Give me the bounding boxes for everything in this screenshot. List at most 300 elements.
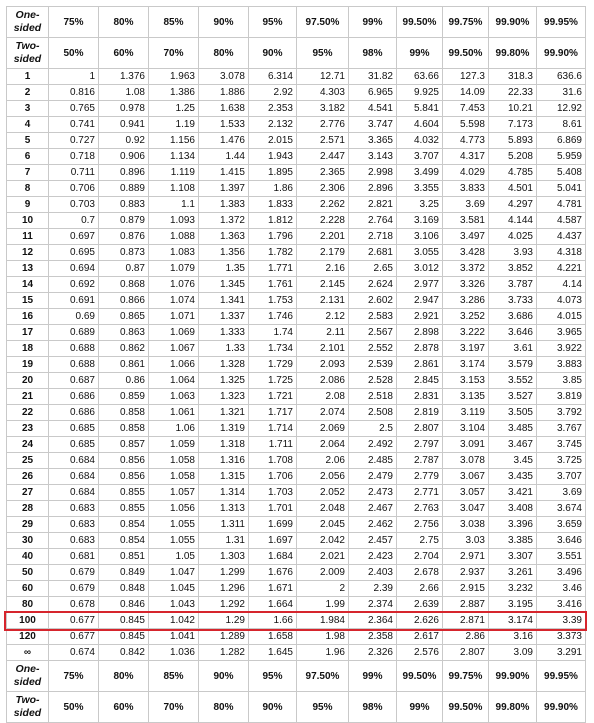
value-cell: 0.691 — [49, 293, 99, 309]
value-cell: 3.527 — [489, 389, 537, 405]
value-cell: 2.704 — [397, 549, 443, 565]
value-cell: 5.959 — [537, 149, 586, 165]
value-cell: 7.173 — [489, 117, 537, 133]
value-cell: 0.851 — [99, 549, 149, 565]
header-percent: 99.50% — [397, 7, 443, 38]
header-two-sided — [7, 38, 586, 69]
value-cell: 1.397 — [199, 181, 249, 197]
value-cell: 3.078 — [199, 69, 249, 85]
value-cell: 3.61 — [489, 341, 537, 357]
value-cell: 3.45 — [489, 453, 537, 469]
value-cell: 2.576 — [397, 645, 443, 661]
value-cell: 0.865 — [99, 309, 149, 325]
value-cell: 2.681 — [349, 245, 397, 261]
value-cell: 3.819 — [537, 389, 586, 405]
value-cell: 3.686 — [489, 309, 537, 325]
value-cell: 2.326 — [349, 645, 397, 661]
header-percent: 60% — [99, 38, 149, 69]
header-percent: 99.95% — [537, 661, 586, 692]
value-cell: 5.893 — [489, 133, 537, 149]
value-cell: 4.785 — [489, 165, 537, 181]
value-cell: 2.86 — [443, 629, 489, 645]
table-row — [7, 325, 586, 341]
value-cell: 0.849 — [99, 565, 149, 581]
value-cell: 3.581 — [443, 213, 489, 229]
value-cell: 0.718 — [49, 149, 99, 165]
header-percent: 97.50% — [297, 661, 349, 692]
value-cell: 0.863 — [99, 325, 149, 341]
value-cell: 1.315 — [199, 469, 249, 485]
table-row — [7, 181, 586, 197]
df-cell: 10 — [7, 213, 49, 229]
value-cell: 0.854 — [99, 533, 149, 549]
value-cell: 1.415 — [199, 165, 249, 181]
value-cell: 2.75 — [397, 533, 443, 549]
table-row — [7, 293, 586, 309]
value-cell: 3.182 — [297, 101, 349, 117]
value-cell: 0.896 — [99, 165, 149, 181]
value-cell: 2.639 — [397, 597, 443, 613]
value-cell: 2.821 — [349, 197, 397, 213]
value-cell: 1.325 — [199, 373, 249, 389]
df-cell: 20 — [7, 373, 49, 389]
value-cell: 0.694 — [49, 261, 99, 277]
value-cell: 3.091 — [443, 437, 489, 453]
value-cell: 2.971 — [443, 549, 489, 565]
df-cell: 60 — [7, 581, 49, 597]
table-row — [7, 645, 586, 661]
value-cell: 1.676 — [249, 565, 297, 581]
df-cell: 6 — [7, 149, 49, 165]
value-cell: 1.043 — [149, 597, 199, 613]
df-cell: 28 — [7, 501, 49, 517]
value-cell: 636.6 — [537, 69, 586, 85]
header-percent: 95% — [249, 7, 297, 38]
value-cell: 1.05 — [149, 549, 199, 565]
df-cell: ∞ — [7, 645, 49, 661]
value-cell: 1.734 — [249, 341, 297, 357]
value-cell: 2.479 — [349, 469, 397, 485]
value-cell: 0.854 — [99, 517, 149, 533]
value-cell: 14.09 — [443, 85, 489, 101]
header-percent: 80% — [199, 692, 249, 723]
header-percent: 95% — [297, 692, 349, 723]
value-cell: 3.355 — [397, 181, 443, 197]
value-cell: 1.753 — [249, 293, 297, 309]
value-cell: 2.921 — [397, 309, 443, 325]
value-cell: 2.508 — [349, 405, 397, 421]
value-cell: 4.303 — [297, 85, 349, 101]
value-cell: 2.08 — [297, 389, 349, 405]
value-cell: 2.937 — [443, 565, 489, 581]
value-cell: 0.857 — [99, 437, 149, 453]
value-cell: 0.683 — [49, 501, 99, 517]
value-cell: 3.787 — [489, 277, 537, 293]
value-cell: 2.101 — [297, 341, 349, 357]
table-row — [7, 453, 586, 469]
table-row — [7, 357, 586, 373]
table-row — [7, 437, 586, 453]
value-cell: 4.317 — [443, 149, 489, 165]
value-cell: 0.688 — [49, 341, 99, 357]
value-cell: 1.292 — [199, 597, 249, 613]
value-cell: 1.076 — [149, 277, 199, 293]
value-cell: 3.552 — [489, 373, 537, 389]
value-cell: 3.497 — [443, 229, 489, 245]
header-percent: 99% — [397, 38, 443, 69]
value-cell: 3.421 — [489, 485, 537, 501]
value-cell: 1.725 — [249, 373, 297, 389]
value-cell: 2.358 — [349, 629, 397, 645]
value-cell: 1.99 — [297, 597, 349, 613]
value-cell: 2.473 — [349, 485, 397, 501]
row-label: One-sided — [7, 661, 49, 692]
value-cell: 0.866 — [99, 293, 149, 309]
value-cell: 3.69 — [537, 485, 586, 501]
value-cell: 3.467 — [489, 437, 537, 453]
df-cell: 8 — [7, 181, 49, 197]
value-cell: 2.678 — [397, 565, 443, 581]
table-row — [7, 69, 586, 85]
value-cell: 1.833 — [249, 197, 297, 213]
value-cell: 1.058 — [149, 453, 199, 469]
value-cell: 3.252 — [443, 309, 489, 325]
value-cell: 4.029 — [443, 165, 489, 181]
header-percent: 99.50% — [443, 692, 489, 723]
df-cell: 2 — [7, 85, 49, 101]
df-cell: 120 — [7, 629, 49, 645]
value-cell: 2.998 — [349, 165, 397, 181]
table-row — [7, 581, 586, 597]
value-cell: 31.6 — [537, 85, 586, 101]
value-cell: 1.33 — [199, 341, 249, 357]
value-cell: 1.345 — [199, 277, 249, 293]
df-cell: 24 — [7, 437, 49, 453]
value-cell: 1.44 — [199, 149, 249, 165]
value-cell: 2 — [297, 581, 349, 597]
value-cell: 3.038 — [443, 517, 489, 533]
value-cell: 0.858 — [99, 405, 149, 421]
value-cell: 0.87 — [99, 261, 149, 277]
value-cell: 1.658 — [249, 629, 297, 645]
value-cell: 1.341 — [199, 293, 249, 309]
value-cell: 3.232 — [489, 581, 537, 597]
df-cell: 27 — [7, 485, 49, 501]
value-cell: 0.855 — [99, 485, 149, 501]
value-cell: 2.145 — [297, 277, 349, 293]
value-cell: 2.353 — [249, 101, 297, 117]
df-cell: 16 — [7, 309, 49, 325]
value-cell: 2.92 — [249, 85, 297, 101]
value-cell: 2.776 — [297, 117, 349, 133]
value-cell: 2.764 — [349, 213, 397, 229]
df-cell: 23 — [7, 421, 49, 437]
value-cell: 2.093 — [297, 357, 349, 373]
table-row — [7, 341, 586, 357]
value-cell: 2.423 — [349, 549, 397, 565]
df-cell: 80 — [7, 597, 49, 613]
value-cell: 2.069 — [297, 421, 349, 437]
df-cell: 26 — [7, 469, 49, 485]
value-cell: 1.29 — [199, 613, 249, 629]
value-cell: 4.773 — [443, 133, 489, 149]
value-cell: 2.567 — [349, 325, 397, 341]
value-cell: 2.052 — [297, 485, 349, 501]
header-percent: 50% — [49, 38, 99, 69]
value-cell: 2.861 — [397, 357, 443, 373]
value-cell: 0.686 — [49, 405, 99, 421]
table-row — [7, 485, 586, 501]
value-cell: 3.69 — [443, 197, 489, 213]
value-cell: 3.047 — [443, 501, 489, 517]
value-cell: 1.533 — [199, 117, 249, 133]
df-cell: 22 — [7, 405, 49, 421]
value-cell: 2.896 — [349, 181, 397, 197]
value-cell: 1.057 — [149, 485, 199, 501]
value-cell: 1.812 — [249, 213, 297, 229]
value-cell: 2.045 — [297, 517, 349, 533]
value-cell: 3.428 — [443, 245, 489, 261]
header-percent: 99.50% — [443, 38, 489, 69]
value-cell: 4.144 — [489, 213, 537, 229]
value-cell: 1.064 — [149, 373, 199, 389]
table-body — [7, 7, 586, 723]
value-cell: 3.965 — [537, 325, 586, 341]
table-row — [7, 613, 586, 629]
row-label: Two-sided — [7, 692, 49, 723]
value-cell: 0.684 — [49, 469, 99, 485]
value-cell: 1.316 — [199, 453, 249, 469]
value-cell: 3.25 — [397, 197, 443, 213]
value-cell: 1.323 — [199, 389, 249, 405]
value-cell: 3.883 — [537, 357, 586, 373]
value-cell: 3.579 — [489, 357, 537, 373]
value-cell: 2.779 — [397, 469, 443, 485]
df-cell: 7 — [7, 165, 49, 181]
value-cell: 1.06 — [149, 421, 199, 437]
value-cell: 3.551 — [537, 549, 586, 565]
df-cell: 12 — [7, 245, 49, 261]
value-cell: 1.303 — [199, 549, 249, 565]
value-cell: 2.797 — [397, 437, 443, 453]
value-cell: 0.69 — [49, 309, 99, 325]
value-cell: 0.862 — [99, 341, 149, 357]
value-cell: 0.679 — [49, 581, 99, 597]
value-cell: 4.587 — [537, 213, 586, 229]
value-cell: 1.047 — [149, 565, 199, 581]
header-percent: 70% — [149, 692, 199, 723]
value-cell: 3.119 — [443, 405, 489, 421]
header-percent: 99.90% — [489, 661, 537, 692]
value-cell: 1.069 — [149, 325, 199, 341]
df-cell: 15 — [7, 293, 49, 309]
value-cell: 0.855 — [99, 501, 149, 517]
value-cell: 0.685 — [49, 437, 99, 453]
value-cell: 3.174 — [489, 613, 537, 629]
table-row — [7, 229, 586, 245]
value-cell: 3.93 — [489, 245, 537, 261]
value-cell: 22.33 — [489, 85, 537, 101]
value-cell: 2.262 — [297, 197, 349, 213]
value-cell: 1.055 — [149, 533, 199, 549]
value-cell: 1.771 — [249, 261, 297, 277]
value-cell: 2.39 — [349, 581, 397, 597]
value-cell: 318.3 — [489, 69, 537, 85]
value-cell: 1.476 — [199, 133, 249, 149]
value-cell: 6.965 — [349, 85, 397, 101]
value-cell: 2.16 — [297, 261, 349, 277]
value-cell: 3.505 — [489, 405, 537, 421]
value-cell: 1.746 — [249, 309, 297, 325]
value-cell: 3.106 — [397, 229, 443, 245]
header-percent: 75% — [49, 661, 99, 692]
value-cell: 1.1 — [149, 197, 199, 213]
row-label: One-sided — [7, 7, 49, 38]
value-cell: 2.056 — [297, 469, 349, 485]
header-percent: 80% — [99, 7, 149, 38]
value-cell: 1.363 — [199, 229, 249, 245]
value-cell: 3.852 — [489, 261, 537, 277]
value-cell: 1.045 — [149, 581, 199, 597]
value-cell: 1.108 — [149, 181, 199, 197]
table-row — [7, 597, 586, 613]
value-cell: 3.09 — [489, 645, 537, 661]
table-row — [7, 309, 586, 325]
value-cell: 3.707 — [397, 149, 443, 165]
value-cell: 4.318 — [537, 245, 586, 261]
value-cell: 0.679 — [49, 565, 99, 581]
value-cell: 1.067 — [149, 341, 199, 357]
value-cell: 5.841 — [397, 101, 443, 117]
value-cell: 0.687 — [49, 373, 99, 389]
value-cell: 3.707 — [537, 469, 586, 485]
value-cell: 1.714 — [249, 421, 297, 437]
value-cell: 0.706 — [49, 181, 99, 197]
value-cell: 0.873 — [99, 245, 149, 261]
header-percent: 98% — [349, 692, 397, 723]
value-cell: 3.197 — [443, 341, 489, 357]
value-cell: 4.221 — [537, 261, 586, 277]
df-cell: 40 — [7, 549, 49, 565]
header-percent: 97.50% — [297, 7, 349, 38]
df-cell: 19 — [7, 357, 49, 373]
value-cell: 2.364 — [349, 613, 397, 629]
value-cell: 1.782 — [249, 245, 297, 261]
value-cell: 0.683 — [49, 533, 99, 549]
header-one-sided — [7, 7, 586, 38]
value-cell: 0.689 — [49, 325, 99, 341]
value-cell: 7.453 — [443, 101, 489, 117]
value-cell: 0.856 — [99, 469, 149, 485]
value-cell: 2.756 — [397, 517, 443, 533]
value-cell: 2.626 — [397, 613, 443, 629]
value-cell: 0.681 — [49, 549, 99, 565]
value-cell: 1.321 — [199, 405, 249, 421]
df-cell: 30 — [7, 533, 49, 549]
table-row — [7, 101, 586, 117]
table-row — [7, 165, 586, 181]
value-cell: 0.7 — [49, 213, 99, 229]
table-row — [7, 213, 586, 229]
value-cell: 1.708 — [249, 453, 297, 469]
value-cell: 2.518 — [349, 389, 397, 405]
value-cell: 3.067 — [443, 469, 489, 485]
value-cell: 5.598 — [443, 117, 489, 133]
value-cell: 3.725 — [537, 453, 586, 469]
df-cell: 14 — [7, 277, 49, 293]
value-cell: 0.86 — [99, 373, 149, 389]
value-cell: 2.845 — [397, 373, 443, 389]
value-cell: 2.201 — [297, 229, 349, 245]
value-cell: 3.674 — [537, 501, 586, 517]
value-cell: 9.925 — [397, 85, 443, 101]
value-cell: 0.816 — [49, 85, 99, 101]
value-cell: 2.602 — [349, 293, 397, 309]
value-cell: 3.646 — [537, 533, 586, 549]
value-cell: 0.678 — [49, 597, 99, 613]
value-cell: 2.583 — [349, 309, 397, 325]
value-cell: 2.878 — [397, 341, 443, 357]
header-percent: 99.80% — [489, 692, 537, 723]
table-row — [7, 197, 586, 213]
value-cell: 10.21 — [489, 101, 537, 117]
value-cell: 3.659 — [537, 517, 586, 533]
value-cell: 2.915 — [443, 581, 489, 597]
value-cell: 1.895 — [249, 165, 297, 181]
table-row — [7, 133, 586, 149]
value-cell: 1.19 — [149, 117, 199, 133]
value-cell: 2.539 — [349, 357, 397, 373]
value-cell: 0.765 — [49, 101, 99, 117]
value-cell: 0.868 — [99, 277, 149, 293]
header-percent: 99.90% — [489, 7, 537, 38]
value-cell: 0.858 — [99, 421, 149, 437]
value-cell: 4.604 — [397, 117, 443, 133]
header-percent: 99.75% — [443, 7, 489, 38]
value-cell: 1.088 — [149, 229, 199, 245]
value-cell: 3.055 — [397, 245, 443, 261]
value-cell: 1.96 — [297, 645, 349, 661]
value-cell: 1.119 — [149, 165, 199, 181]
value-cell: 3.326 — [443, 277, 489, 293]
value-cell: 2.086 — [297, 373, 349, 389]
value-cell: 4.297 — [489, 197, 537, 213]
value-cell: 1.299 — [199, 565, 249, 581]
value-cell: 0.686 — [49, 389, 99, 405]
value-cell: 2.06 — [297, 453, 349, 469]
value-cell: 1.35 — [199, 261, 249, 277]
value-cell: 2.819 — [397, 405, 443, 421]
value-cell: 2.228 — [297, 213, 349, 229]
value-cell: 2.009 — [297, 565, 349, 581]
value-cell: 1.943 — [249, 149, 297, 165]
value-cell: 2.042 — [297, 533, 349, 549]
value-cell: 2.831 — [397, 389, 443, 405]
value-cell: 3.499 — [397, 165, 443, 181]
value-cell: 1.289 — [199, 629, 249, 645]
value-cell: 1.071 — [149, 309, 199, 325]
df-cell: 50 — [7, 565, 49, 581]
value-cell: 1.056 — [149, 501, 199, 517]
table-row — [7, 549, 586, 565]
value-cell: 3.307 — [489, 549, 537, 565]
value-cell: 3.733 — [489, 293, 537, 309]
value-cell: 3.745 — [537, 437, 586, 453]
value-cell: 2.718 — [349, 229, 397, 245]
value-cell: 0.692 — [49, 277, 99, 293]
value-cell: 3.792 — [537, 405, 586, 421]
table-row — [7, 389, 586, 405]
